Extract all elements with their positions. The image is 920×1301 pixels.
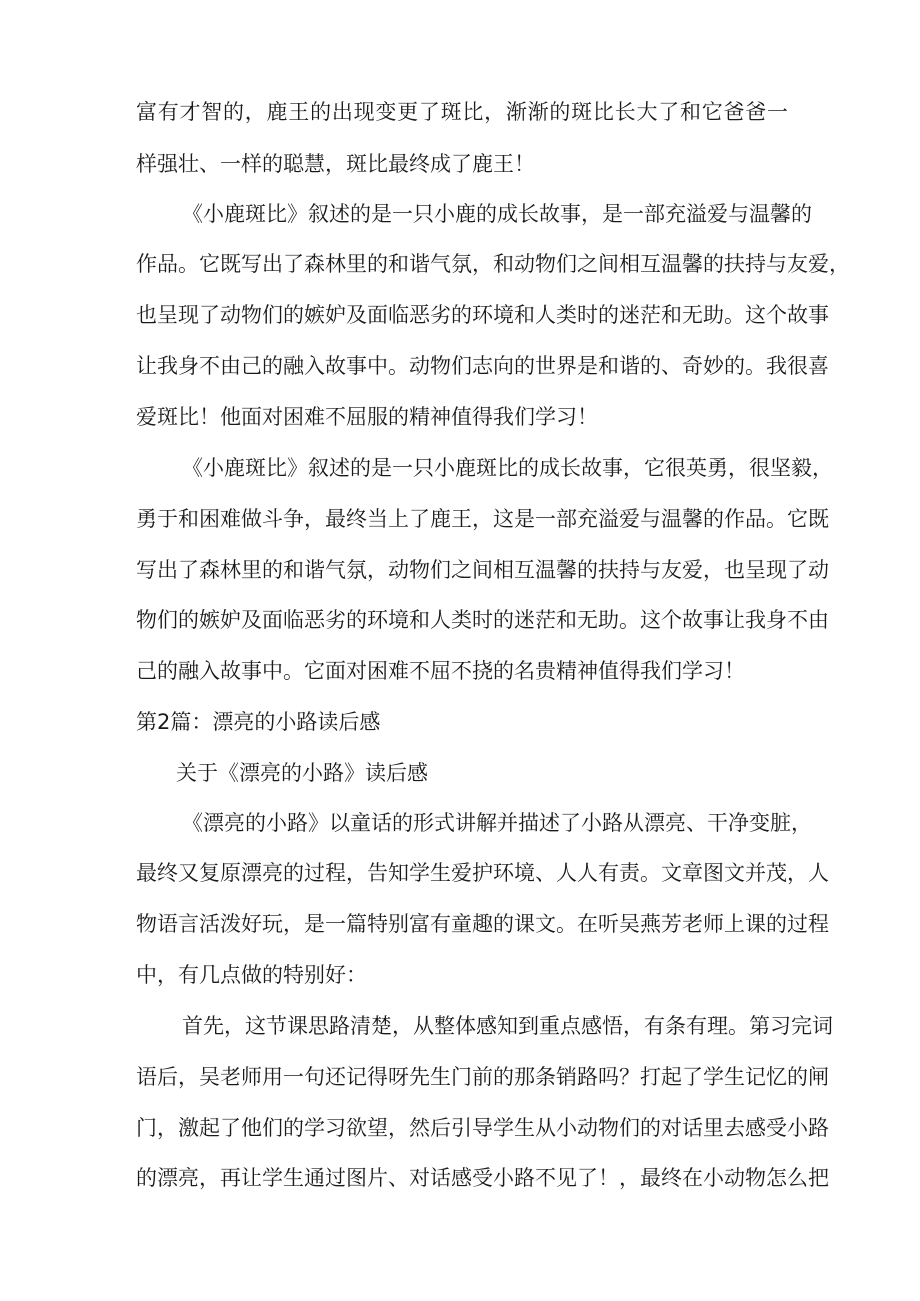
paragraph-start-line: 《漂亮的小路》以童话的形式讲解并描述了小路从漂亮、干净变脏， bbox=[182, 811, 812, 835]
text-line: 的漂亮，再让学生通过图片、对话感受小路不见了！，最终在小动物怎么把 bbox=[136, 1166, 829, 1190]
paragraph-start-line: 《小鹿斑比》叙述的是一只小鹿斑比的成长故事，它很英勇，很坚毅， bbox=[182, 456, 833, 480]
text-line: 让我身不由己的融入故事中。动物们志向的世界是和谐的、奇妙的。我很喜 bbox=[136, 354, 829, 378]
paragraph-start-line: 《小鹿斑比》叙述的是一只小鹿的成长故事，是一部充溢爱与温馨的 bbox=[182, 202, 812, 226]
text-line: 语后，吴老师用一句还记得呀先生门前的那条销路吗？打起了学生记忆的闸 bbox=[136, 1065, 829, 1089]
text-line: 门，激起了他们的学习欲望，然后引导学生从小动物们的对话里去感受小路 bbox=[136, 1116, 829, 1140]
text-line: 最终又复原漂亮的过程，告知学生爱护环境、人人有责。文章图文并茂，人 bbox=[136, 861, 829, 885]
text-line: 样强壮、一样的聪慧，斑比最终成了鹿王！ bbox=[136, 152, 535, 176]
text-line: 勇于和困难做斗争，最终当上了鹿王，这是一部充溢爱与温馨的作品。它既 bbox=[136, 507, 829, 531]
text-line: 写出了森林里的和谐气氛，动物们之间相互温馨的扶持与友爱，也呈现了动 bbox=[136, 558, 829, 582]
article-title: 关于《漂亮的小路》读后感 bbox=[176, 761, 428, 785]
text-line: 富有才智的，鹿王的出现变更了斑比，渐渐的斑比长大了和它爸爸一 bbox=[136, 100, 788, 124]
text-line: 己的融入故事中。它面对困难不屈不挠的名贵精神值得我们学习！ bbox=[136, 659, 745, 683]
text-line: 物语言活泼好玩，是一篇特别富有童趣的课文。在听吴燕芳老师上课的过程 bbox=[136, 912, 829, 936]
text-line: 也呈现了动物们的嫉妒及面临恶劣的环境和人类时的迷茫和无助。这个故事 bbox=[136, 303, 829, 327]
text-line: 中，有几点做的特别好： bbox=[136, 963, 367, 987]
paragraph-start-line: 首先，这节课思路清楚，从整体感知到重点感悟，有条有理。第习完词 bbox=[182, 1014, 833, 1038]
text-line: 作品。它既写出了森林里的和谐气氛，和动物们之间相互温馨的扶持与友爱， bbox=[136, 252, 850, 276]
section-heading: 第2篇：漂亮的小路读后感 bbox=[136, 710, 381, 734]
text-line: 物们的嫉妒及面临恶劣的环境和人类时的迷茫和无助。这个故事让我身不由 bbox=[136, 608, 829, 632]
text-line: 爱斑比！他面对困难不屈服的精神值得我们学习！ bbox=[136, 405, 598, 429]
